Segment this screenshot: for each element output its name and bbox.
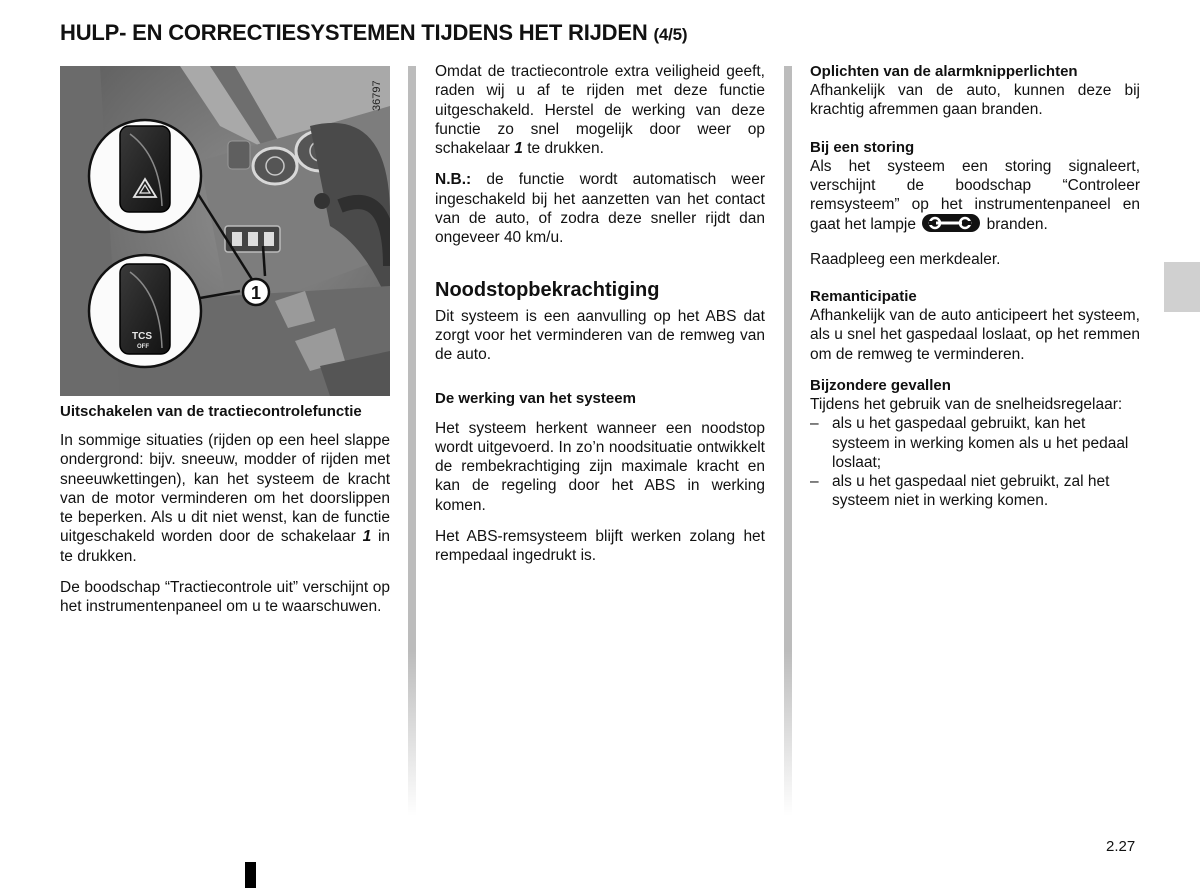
subheading: De werking van het systeem	[435, 389, 636, 407]
paragraph: Afhankelijk van de auto, kunnen deze bij krachtig afremmen gaan branden.	[810, 82, 1140, 119]
hazard-switch-icon	[120, 126, 170, 212]
column-2	[435, 62, 765, 578]
section-heading: Uitschakelen van de tractiecontrolefunctie	[60, 403, 362, 420]
section-title: Noodstopbekrachtiging	[435, 278, 660, 301]
dash-list	[810, 414, 1140, 510]
note-text: de functie wordt automatisch weer ingeschakeld bij het aanzetten van het contact van de auto, of zodra deze sneller rijdt dan ongeveer 40 km/u.	[435, 171, 765, 247]
paragraph	[60, 431, 390, 566]
column-1	[60, 402, 390, 629]
paragraph: Dit systeem is een aanvulling op het ABS dat zorgt voor het verminderen van de remweg van de auto.	[435, 307, 765, 364]
dashboard-illustration	[60, 66, 390, 396]
switch-reference: 1	[514, 140, 523, 158]
paragraph-text: branden.	[986, 216, 1048, 234]
paragraph: Tijdens het gebruik van de snelheidsregelaar:	[810, 395, 1123, 413]
subheading: Bijzondere gevallen	[810, 376, 951, 394]
paragraph	[810, 157, 1140, 238]
note-paragraph	[435, 170, 765, 247]
list-item-text: als u het gaspedaal gebruikt, kan het systeem in werking komen als u het pedaal loslaat;	[832, 415, 1129, 471]
page-title	[60, 20, 687, 46]
switch-reference: 1	[362, 528, 372, 546]
paragraph-text: Als het systeem een storing signaleert, verschijnt de boodschap “Controleer remsysteem” op het instrumentenpaneel en gaat het lampje	[810, 157, 1140, 234]
section-page-indicator: (4/5)	[653, 25, 688, 44]
callout-number: 1	[250, 283, 262, 303]
list-dash: –	[810, 415, 819, 433]
tcs-label: TCS	[132, 331, 152, 342]
wrench-warning-icon	[922, 214, 980, 237]
paragraph: Het ABS-remsysteem blijft werken zolang het rempedaal ingedrukt is.	[435, 528, 765, 565]
paragraph-text: In sommige situaties (rijden op een heel slappe ondergrond: bijv. sneeuw, modder of rijden met sneeuwkettingen), kan het systeem de kracht van de motor verminderen om het doorslippen te beperken. Als u dit niet wenst, kan de functie uitgeschakeld worden door de schakelaar	[60, 432, 390, 546]
paragraph: De boodschap “Tractiecontrole uit” verschijnt op het instrumentenpaneel om u te waarschuwen.	[60, 579, 390, 616]
title-text: HULP- EN CORRECTIESYSTEMEN TIJDENS HET RIJDEN	[60, 20, 648, 45]
paragraph	[435, 62, 765, 158]
figure-code: 36797	[371, 80, 383, 111]
column-divider-bar	[784, 66, 792, 816]
paragraph: Het systeem herkent wanneer een noodstop wordt uitgevoerd. In zo’n noodsituatie ontwikkelt de rembekrachtiging zijn maximale kracht en kan de regeling door het ABS in werking komen.	[435, 419, 765, 514]
list-item	[810, 472, 1140, 511]
page-corner-mark	[245, 862, 256, 888]
off-label: OFF	[137, 344, 149, 350]
paragraph-text: in te drukken.	[60, 528, 391, 565]
column-3	[810, 62, 1140, 511]
list-item	[810, 414, 1140, 472]
subheading: Remanticipatie	[810, 288, 917, 306]
paragraph-text: Omdat de tractiecontrole extra veiligheid geeft, raden wij u af te rijden met deze functie uitgeschakeld. Herstel de werking van deze functie zo snel mogelijk door weer op schakelaar	[435, 63, 765, 158]
page-number: 2.27	[1106, 838, 1136, 855]
list-dash: –	[810, 473, 819, 491]
tcs-off-switch-icon	[120, 264, 170, 354]
list-item-text: als u het gaspedaal niet gebruikt, zal het systeem niet in werking komen.	[832, 473, 1110, 510]
note-label: N.B.:	[435, 171, 472, 189]
paragraph: Afhankelijk van de auto anticipeert het systeem, als u snel het gaspedaal loslaat, op het remmen om de remweg te verminderen.	[810, 307, 1140, 363]
subheading: Bij een storing	[810, 138, 915, 156]
paragraph-text: te drukken.	[527, 140, 604, 158]
paragraph: Raadpleeg een merkdealer.	[810, 250, 1001, 268]
subheading: Oplichten van de alarmknipperlichten	[810, 63, 1078, 80]
column-divider-bar	[408, 66, 416, 816]
chapter-tab	[1164, 262, 1200, 312]
